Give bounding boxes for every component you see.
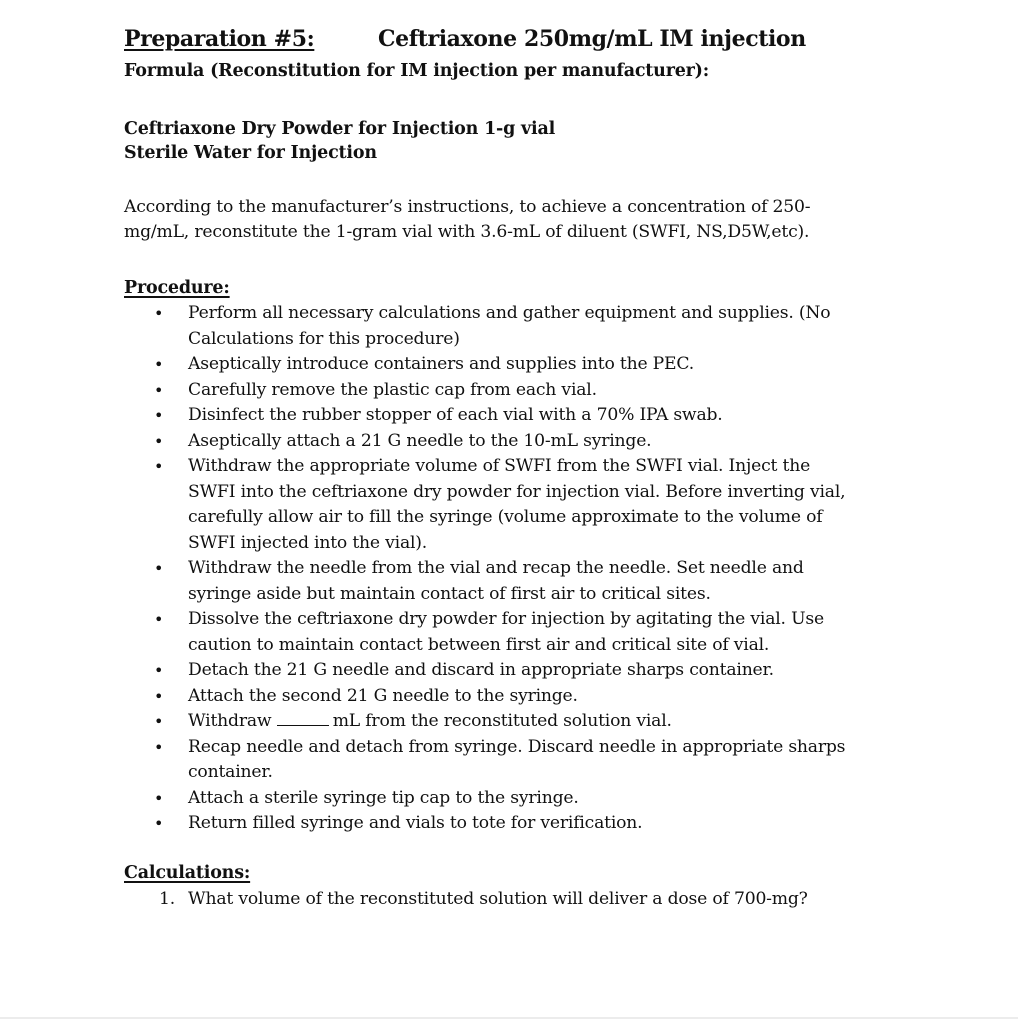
procedure-step (124, 811, 888, 837)
step-text: container. (188, 762, 273, 782)
instructions-line: According to the manufacturer’s instructions, to achieve a concentration of 250- (124, 197, 811, 217)
step-text: SWFI injected into the vial). (188, 532, 428, 553)
bullet-icon: • (154, 814, 164, 833)
formula-heading: Formula (Reconstitution for IM injection per manufacturer): (124, 61, 710, 81)
step-text: carefully allow air to fill the syringe (volume approximate to the volume of (188, 507, 823, 527)
step-text: Dissolve the ceftriaxone dry powder for injection by agitating the vial. Use (188, 609, 824, 629)
procedure-step (124, 786, 888, 812)
calculations-list (124, 887, 924, 912)
procedure-step (124, 403, 888, 429)
step-text: Withdraw the needle from the vial and recap the needle. Set needle and (188, 558, 804, 578)
document-body (124, 26, 924, 912)
instructions-line: mg/mL, reconstitute the 1-gram vial with 3.6-mL of diluent (SWFI, NS,D5W,etc). (124, 222, 810, 242)
step-text: Withdraw the appropriate volume of SWFI from the SWFI vial. Inject the (188, 456, 811, 476)
procedure-step (124, 301, 888, 352)
bullet-icon: • (154, 406, 164, 425)
step-text: Disinfect the rubber stopper of each vial with a 70% IPA swab. (188, 405, 723, 425)
step-text: Attach a sterile syringe tip cap to the syringe. (188, 787, 579, 808)
step-text: Calculations for this procedure) (188, 328, 460, 349)
procedure-step (124, 658, 888, 684)
page-bottom-divider (0, 1017, 1018, 1019)
bullet-icon: • (154, 355, 164, 374)
procedure-step (124, 735, 888, 786)
procedure-step (124, 429, 888, 455)
step-text: Return filled syringe and vials to tote for verification. (188, 813, 643, 833)
step-text: Aseptically introduce containers and supplies into the PEC. (188, 354, 694, 374)
withdraw-rest: mL from the reconstituted solution vial. (332, 711, 672, 731)
step-text: Detach the 21 G needle and discard in appropriate sharps container. (188, 660, 774, 680)
step-text: Carefully remove the plastic cap from each vial. (188, 379, 597, 400)
procedure-step (124, 352, 888, 378)
procedure-step (124, 607, 888, 658)
step-text: Recap needle and detach from syringe. Discard needle in appropriate sharps (188, 736, 846, 757)
fill-in-blank (277, 711, 329, 726)
withdraw-label: Withdraw (188, 711, 272, 731)
bullet-icon: • (154, 661, 164, 680)
calculation-question (124, 887, 924, 912)
procedure-step (124, 454, 888, 556)
preparation-title: Ceftriaxone 250mg/mL IM injection (378, 26, 806, 52)
question-text: What volume of the reconstituted solution will deliver a dose of 700-mg? (188, 888, 808, 909)
bullet-icon: • (154, 457, 164, 476)
bullet-icon: • (154, 610, 164, 629)
procedure-steps (124, 301, 924, 837)
calculations-heading: Calculations: (124, 862, 251, 883)
page-title (124, 26, 924, 59)
bullet-icon: • (154, 737, 164, 757)
step-text (188, 709, 888, 735)
bullet-icon: • (154, 788, 164, 808)
step-text: caution to maintain contact between first air and critical site of vial. (188, 634, 770, 655)
manufacturer-instructions (124, 195, 864, 245)
step-text: SWFI into the ceftriaxone dry powder for injection vial. Before inverting vial, (188, 481, 846, 502)
ingredient-list (124, 117, 924, 165)
bullet-icon: • (154, 686, 164, 706)
bullet-icon: • (154, 559, 164, 578)
step-text: Perform all necessary calculations and gather equipment and supplies. (No (188, 303, 831, 323)
procedure-step (124, 378, 888, 404)
bullet-icon: • (154, 431, 164, 451)
procedure-step (124, 684, 888, 710)
procedure-step (124, 709, 888, 735)
preparation-label: Preparation #5: (124, 26, 315, 52)
step-text: Attach the second 21 G needle to the syringe. (188, 685, 578, 706)
bullet-icon: • (154, 380, 164, 400)
procedure-heading: Procedure: (124, 278, 230, 298)
ingredient-item: Ceftriaxone Dry Powder for Injection 1-g vial (124, 119, 556, 139)
question-number: 1. (159, 888, 175, 909)
step-text: syringe aside but maintain contact of first air to critical sites. (188, 583, 711, 604)
bullet-icon: • (154, 304, 164, 323)
step-text: Aseptically attach a 21 G needle to the 10-mL syringe. (188, 430, 652, 451)
ingredient-item: Sterile Water for Injection (124, 143, 377, 163)
procedure-step (124, 556, 888, 607)
bullet-icon: • (154, 712, 164, 731)
